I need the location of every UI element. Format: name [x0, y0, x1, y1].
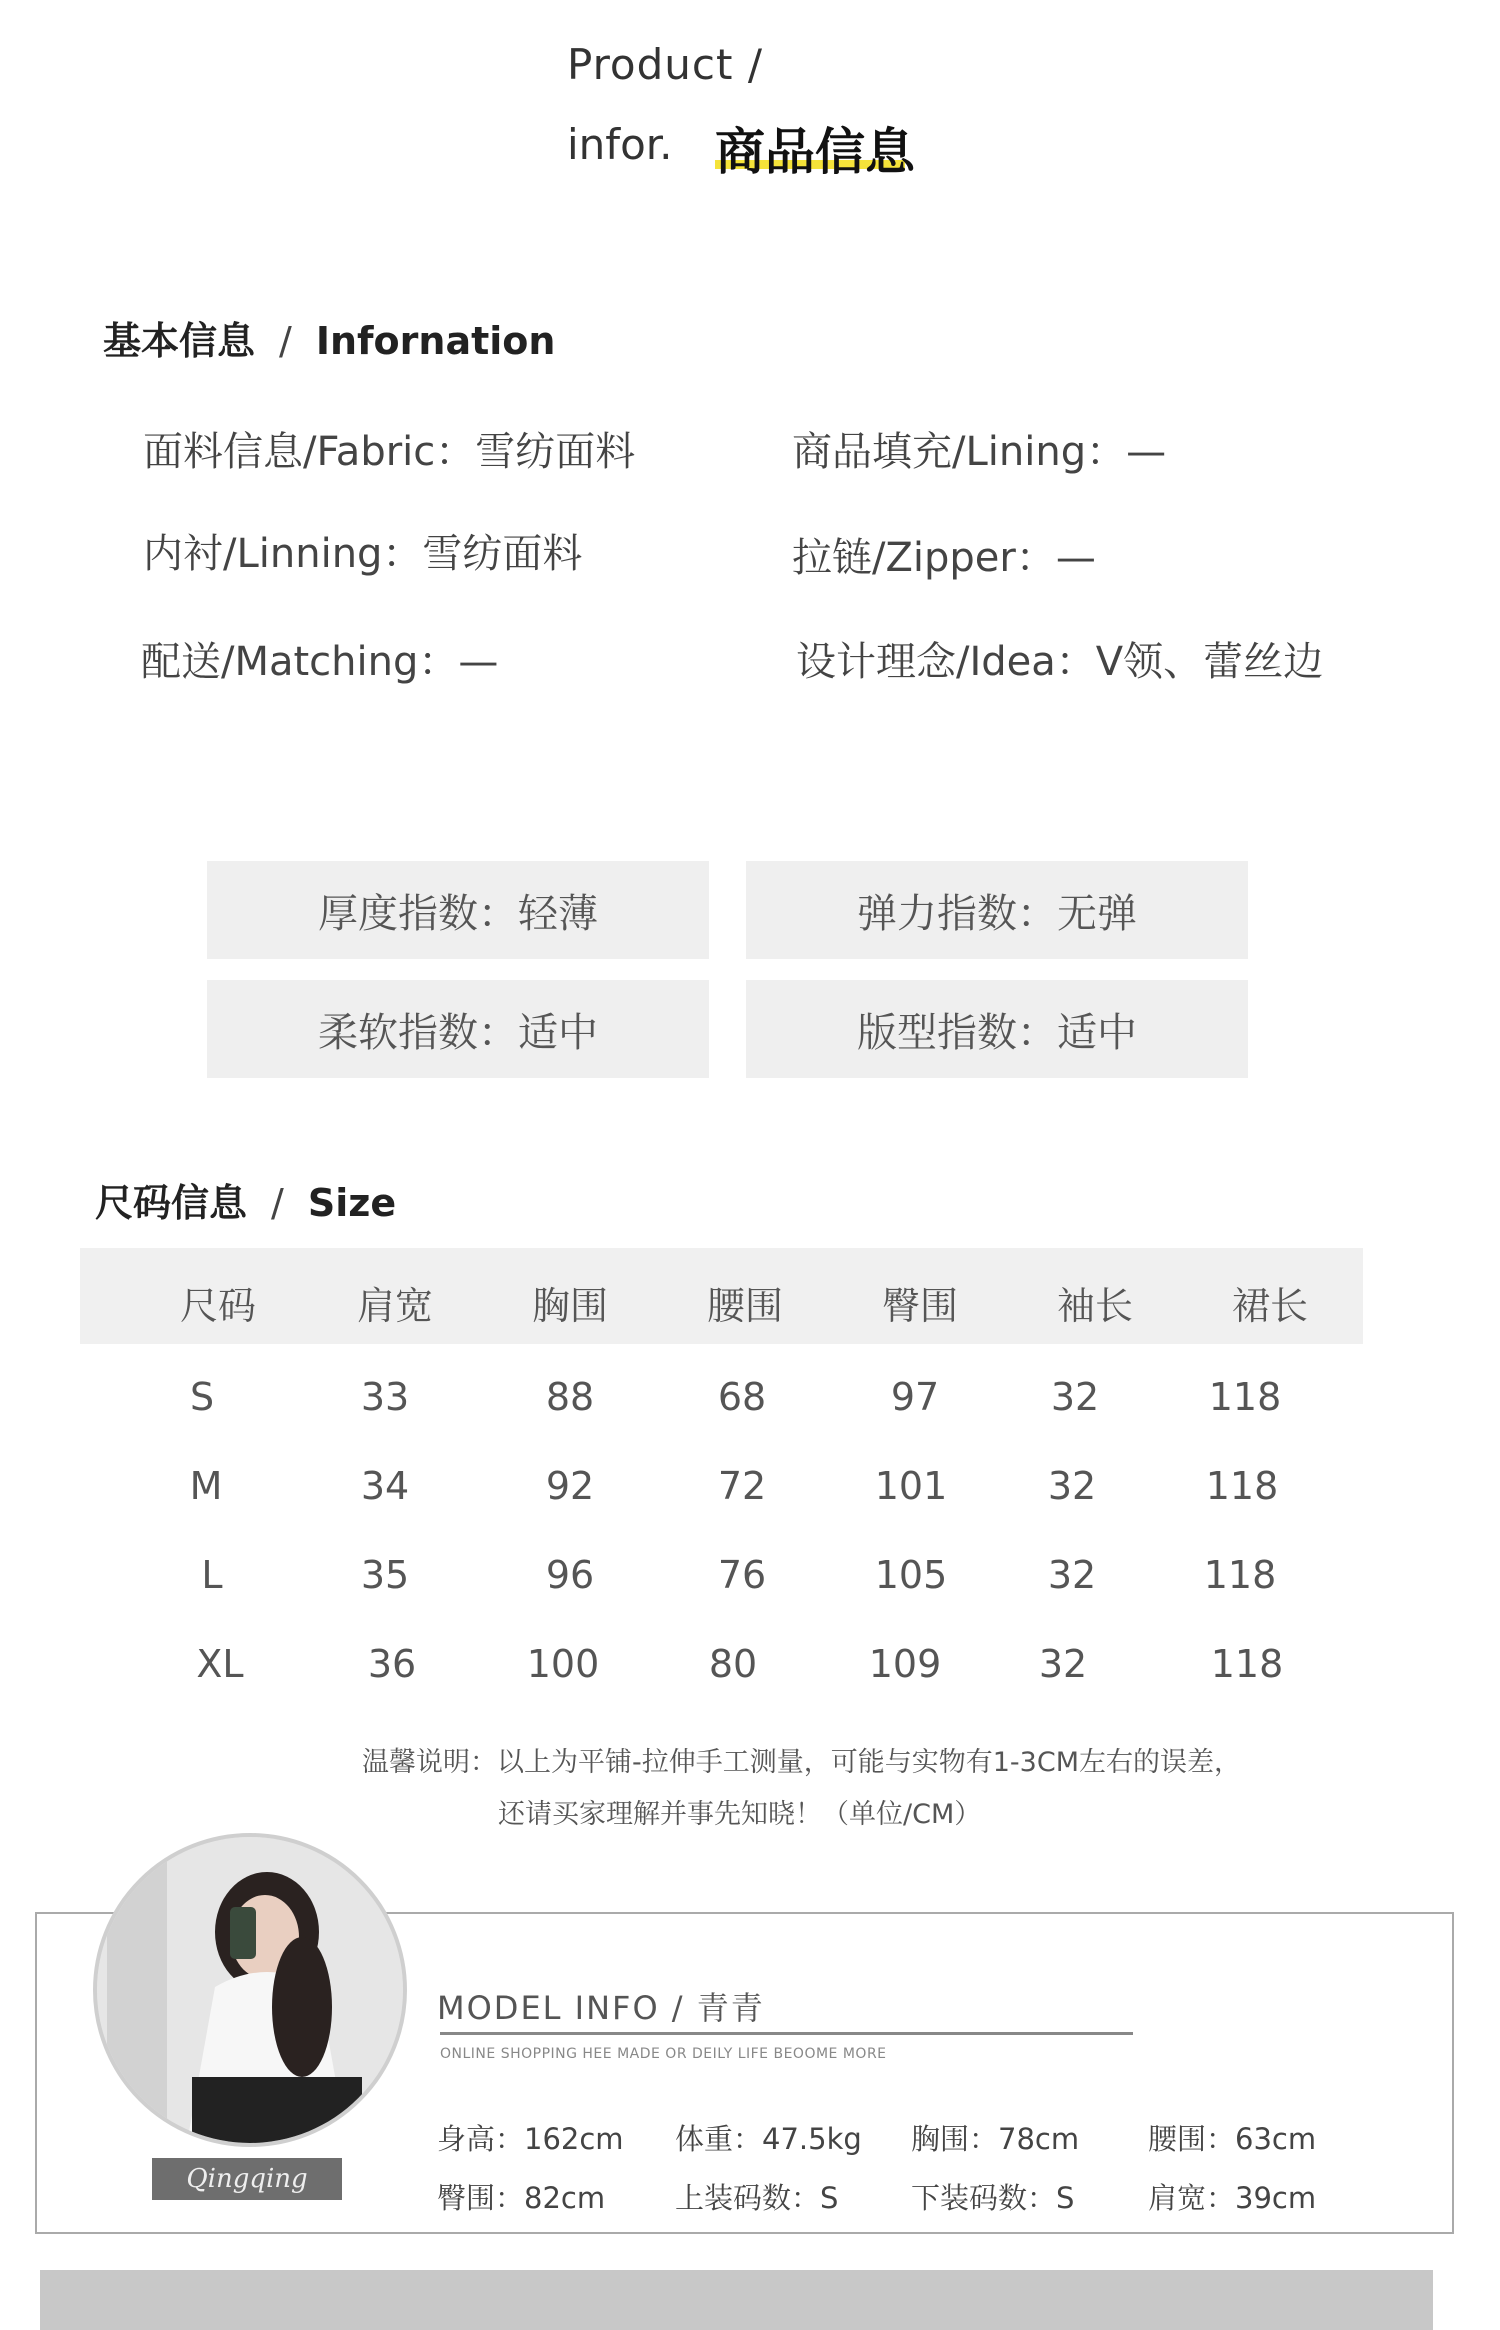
size-info-heading: [95, 1172, 396, 1227]
table-cell: 32: [1050, 1375, 1100, 1419]
col-header-hip: 臀围: [881, 1284, 958, 1328]
size-info-title-en: Size: [307, 1181, 397, 1225]
info-linning: 内衬/Linning：雪纺面料: [143, 531, 583, 577]
table-cell: 105: [874, 1553, 948, 1597]
table-cell: 34: [360, 1464, 410, 1508]
table-cell: 118: [1203, 1553, 1277, 1597]
size-info-title-cn: 尺码信息: [95, 1181, 248, 1225]
table-cell: 118: [1205, 1464, 1279, 1508]
table-cell: 32: [1047, 1464, 1097, 1508]
model-stat-waist: 腰围：63cm: [1148, 2122, 1317, 2156]
table-cell: 100: [526, 1642, 600, 1686]
size-info-slash: /: [271, 1181, 284, 1225]
model-stat-shoulder: 肩宽：39cm: [1148, 2181, 1317, 2215]
table-cell: 109: [868, 1642, 942, 1686]
table-cell: 80: [708, 1642, 758, 1686]
basic-info-title-en: Infornation: [315, 319, 556, 363]
basic-info-title-cn: 基本信息: [103, 319, 256, 363]
header-infor-label: infor.: [567, 120, 673, 169]
table-cell: 35: [360, 1553, 410, 1597]
avatar: [93, 1833, 407, 2147]
basic-info-heading: [103, 310, 555, 365]
table-cell: 96: [545, 1553, 595, 1597]
info-zipper: 拉链/Zipper：—: [792, 535, 1096, 581]
index-softness: 柔软指数：适中: [207, 980, 709, 1078]
model-stat-weight: 体重：47.5kg: [675, 2122, 862, 2156]
table-cell: L: [201, 1553, 223, 1597]
col-header-waist: 腰围: [706, 1284, 783, 1328]
basic-info-slash: /: [279, 319, 292, 363]
table-cell: 101: [874, 1464, 948, 1508]
info-matching: 配送/Matching：—: [141, 639, 499, 685]
table-cell: S: [189, 1375, 215, 1419]
model-title-divider: [440, 2032, 1133, 2035]
table-cell: 88: [545, 1375, 595, 1419]
info-idea: 设计理念/Idea：V领、蕾丝边: [796, 639, 1324, 685]
table-cell: M: [189, 1464, 223, 1508]
table-cell: XL: [196, 1642, 244, 1686]
model-stat-top-size: 上装码数：S: [675, 2181, 839, 2215]
table-cell: 76: [717, 1553, 767, 1597]
col-header-skirt: 裙长: [1231, 1284, 1308, 1328]
table-cell: 33: [360, 1375, 410, 1419]
model-info-subtitle: ONLINE SHOPPING HEE MADE OR DEILY LIFE BEOOME MORE: [440, 2046, 887, 2062]
table-cell: 97: [890, 1375, 940, 1419]
index-thickness: 厚度指数：轻薄: [207, 861, 709, 959]
model-stat-bottom-size: 下装码数：S: [911, 2181, 1075, 2215]
next-section-bar: [40, 2270, 1433, 2330]
table-cell: 118: [1208, 1375, 1282, 1419]
table-cell: 72: [717, 1464, 767, 1508]
model-nameplate: Qingqing: [152, 2158, 342, 2200]
table-cell: 36: [367, 1642, 417, 1686]
table-cell: 32: [1047, 1553, 1097, 1597]
table-cell: 32: [1038, 1642, 1088, 1686]
index-elasticity: 弹力指数：无弹: [746, 861, 1248, 959]
col-header-shoulder: 肩宽: [356, 1284, 433, 1328]
col-header-bust: 胸围: [531, 1284, 608, 1328]
info-lining: 商品填充/Lining：—: [792, 429, 1167, 475]
size-note-line1: 温馨说明：以上为平铺-拉伸手工测量，可能与实物有1-3CM左右的误差，: [362, 1747, 1241, 1778]
info-fabric: 面料信息/Fabric：雪纺面料: [143, 429, 636, 475]
page-title: 商品信息: [715, 123, 915, 181]
model-stat-bust: 胸围：78cm: [911, 2122, 1080, 2156]
model-photo-icon: [97, 1837, 403, 2143]
col-header-sleeve: 袖长: [1056, 1284, 1133, 1328]
size-note-line2: 还请买家理解并事先知晓！（单位/CM）: [498, 1799, 982, 1830]
table-cell: 68: [717, 1375, 767, 1419]
model-stat-hip: 臀围：82cm: [437, 2181, 606, 2215]
header-product-label: Product /: [567, 40, 763, 89]
model-info-title: MODEL INFO / 青青: [437, 1989, 765, 2027]
index-fit: 版型指数：适中: [746, 980, 1248, 1078]
table-cell: 92: [545, 1464, 595, 1508]
col-header-size: 尺码: [179, 1284, 256, 1328]
table-cell: 118: [1210, 1642, 1284, 1686]
model-stat-height: 身高：162cm: [437, 2122, 624, 2156]
